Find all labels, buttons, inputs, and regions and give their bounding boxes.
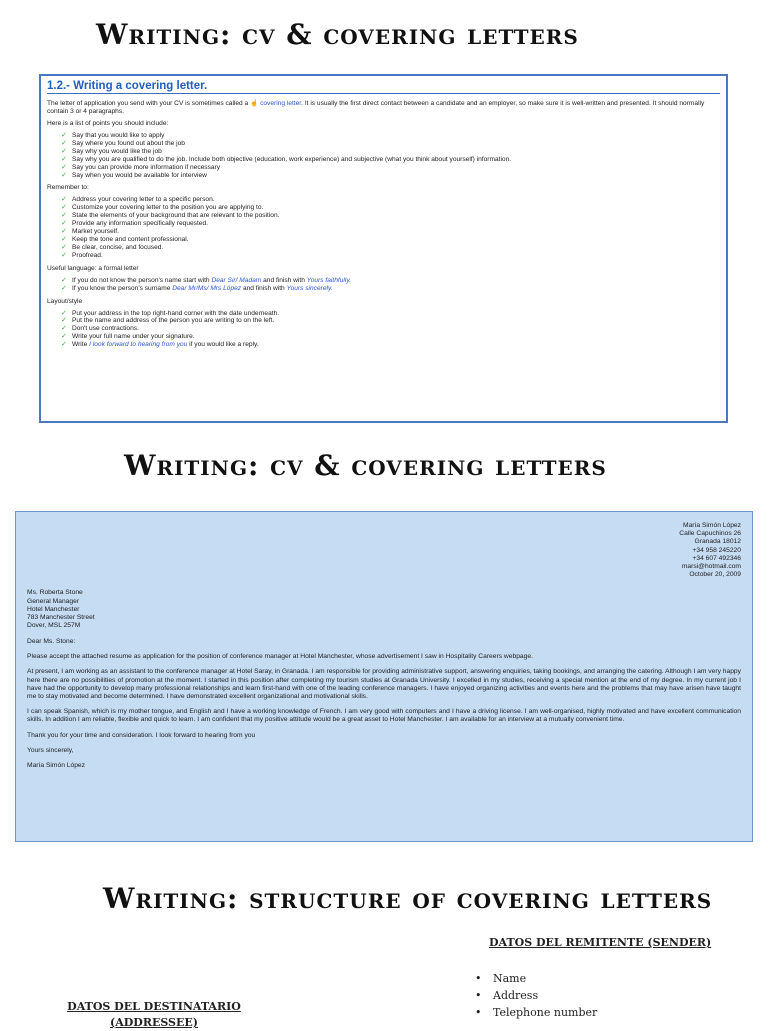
sample-letter-panel: [15, 511, 753, 842]
section-title: 1.2.- Writing a covering letter.: [47, 80, 208, 92]
check-icon: ✓: [61, 243, 67, 251]
list3-label: Useful language: a formal letter: [47, 264, 139, 272]
page-title-3: Writing: structure of covering letters: [103, 882, 713, 915]
check-icon: ✓: [61, 284, 67, 292]
recipient-address-block: Ms. Roberta Stone General Manager Hotel Manchester 783 Manchester Street Dover, MSL 257M: [27, 589, 95, 629]
list-item: ✓ Say why you would like the job: [61, 147, 162, 155]
salutation: Dear Ms. Stone:: [27, 637, 76, 645]
list-item: ✓ If you know the person's surname Dear Mr/Ms/ Mrs López and finish with Yours sincerely.: [61, 284, 333, 292]
check-icon: ✓: [61, 212, 67, 220]
intro-paragraph: The letter of application you send with your CV is sometimes called a ☝ covering letter. It is usually the first direct contact between a candidate and an employer, so make sure it is well-written and presented. It should normally contain 3 or 4 paragraphs.: [47, 100, 705, 115]
letter-paragraph-1: Please accept the attached resume as application for the position of conference manager at Hotel Manchester, whose advertisement I saw in Hospitality Careers webpage.: [27, 653, 533, 661]
list-item: ✓ Put your address in the top right-hand corner with the date underneath.: [61, 309, 280, 317]
list-item: ✓ Say that you would like to apply: [61, 132, 165, 139]
check-icon: ✓: [61, 163, 67, 171]
check-icon: ✓: [61, 132, 67, 139]
page-title-2: Writing: cv & covering letters: [124, 449, 607, 482]
check-icon: ✓: [61, 333, 67, 341]
check-icon: ✓: [61, 171, 67, 179]
check-icon: ✓: [61, 317, 67, 325]
list-item: ✓ Provide any information specifically requested.: [61, 220, 208, 228]
covering-letter-link[interactable]: covering letter: [260, 100, 302, 107]
addressee-data-heading: DATOS DEL DESTINATARIO (ADDRESSEE): [67, 1000, 241, 1029]
list-item: ✓ Say where you found out about the job: [61, 139, 185, 147]
check-icon: ✓: [61, 325, 67, 333]
letter-paragraph-4: Thank you for your time and consideration. I look forward to hearing from you: [27, 731, 256, 739]
check-icon: ✓: [61, 139, 67, 147]
check-icon: ✓: [61, 341, 67, 349]
remember-list: [47, 196, 720, 259]
letter-paragraph-3: I can speak Spanish, which is my mother tongue, and English and I have a working knowledge of French. I am very good with computers and I have a driving license. I am well-organised, highly motivated and have excellent communication skills. In addition I am reliable, flexible and quick to learn. I am confident that my positive attitude would be a great asset to Hotel Manchester. I am available for an interview at a mutually convenient time.: [27, 708, 741, 724]
list-item: ✓ Be clear, concise, and focused.: [61, 243, 164, 251]
check-icon: ✓: [61, 251, 67, 259]
check-icon: ✓: [61, 228, 67, 236]
sender-data-heading: DATOS DEL REMITENTE (SENDER): [489, 936, 712, 949]
title-divider: [47, 93, 720, 94]
sender-data-list: [475, 970, 597, 1021]
check-icon: ✓: [61, 276, 67, 284]
check-icon: ✓: [61, 235, 67, 243]
check-icon: ✓: [61, 147, 67, 155]
list2-label: Remember to:: [47, 184, 89, 192]
check-icon: ✓: [61, 196, 67, 204]
list-item: • Telephone number: [475, 1004, 597, 1021]
list-item: ✓ Write I look forward to hearing from you if you would like a reply.: [61, 341, 259, 349]
page-title-1: Writing: cv & covering letters: [96, 18, 579, 51]
list4-label: Layout/style: [47, 297, 83, 305]
letter-paragraph-2: At present, I am working as an assistant to the conference manager at Hotel Saray, in Granada. I am responsible for providing administrative support, answering enquiries, taking bookings, and arranging the catering. Although I am very happy here there are no possibilities of promotion at the moment. I started in this position after completing my tourism studies at Granada University. I excelled in my studies, receiving a special mention at the end of my degree. In my current job I have had the opportunity to develop many professional relationships and learn first-hand with one of the leading conference managers. I have enjoyed organizing activities and events here and the problems that may have arisen have taught me to stay motivated and become determined. I have demonstrated excellent organizational and motivational skills.: [27, 668, 741, 700]
list-item: ✓ Don't use contractions.: [61, 325, 139, 333]
list-item: • Address: [475, 987, 597, 1004]
list-item: ✓ Write your full name under your signature.: [61, 333, 195, 341]
list-item: ✓ Market yourself.: [61, 228, 119, 236]
list-item: ✓ State the elements of your background that are relevant to the position.: [61, 212, 280, 220]
list-item: ✓ Customize your covering letter to the position you are applying to.: [61, 204, 264, 212]
useful-language-list: [47, 277, 720, 293]
check-icon: ✓: [61, 309, 67, 317]
list-item: ✓ Put the name and address of the person you are writing to on the left.: [61, 317, 275, 325]
closing: Yours sincerely,: [27, 746, 74, 754]
pointing-hand-icon: ☝: [250, 100, 261, 107]
signature: María Simón López: [27, 761, 85, 769]
check-icon: ✓: [61, 204, 67, 212]
points-to-include-list: [47, 132, 720, 179]
list-item: ✓ Say you can provide more information if necessary: [61, 163, 221, 171]
list-item: • Name: [475, 970, 597, 987]
covering-letter-guide-panel: [39, 74, 728, 423]
list-item: ✓ Keep the tone and content professional.: [61, 235, 189, 243]
list-item: ✓ Say when you would be available for interview: [61, 171, 207, 179]
list-item: ✓ Say why you are qualified to do the job. Include both objective (education, work experience) and subjective (what you think about yourself) information.: [61, 155, 512, 163]
list-item: ✓ If you do not know the person's name start with Dear Sir/ Madam and finish with Yours faithfully.: [61, 276, 351, 284]
list-item: ✓ Proofread.: [61, 251, 103, 259]
check-icon: ✓: [61, 220, 67, 228]
list1-label: Here is a list of points you should include:: [47, 120, 169, 127]
check-icon: ✓: [61, 155, 67, 163]
list-item: ✓ Address your covering letter to a specific person.: [61, 196, 215, 204]
layout-style-list: [47, 310, 720, 350]
sender-address-block: María Simón López Calle Capuchinos 26 Granada 18012 +34 958 245220 +34 607 492346 marsi@hotmail.com October 20, 2009: [679, 522, 741, 579]
